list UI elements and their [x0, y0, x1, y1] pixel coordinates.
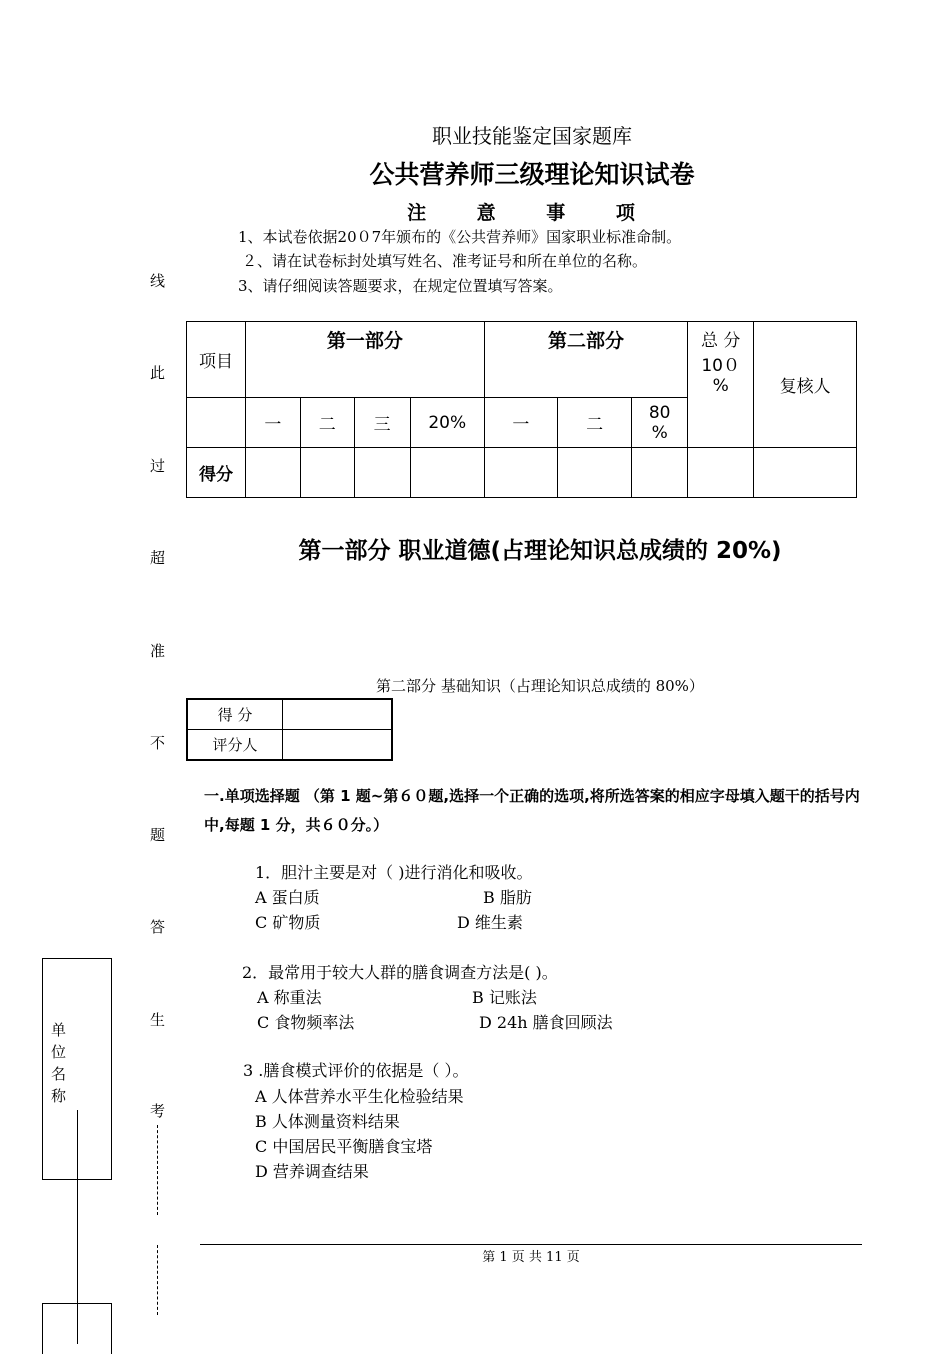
question-1-option-a[interactable]: A 蛋白质	[255, 888, 320, 907]
question-3-option-a[interactable]: A 人体营养水平生化检验结果	[255, 1087, 464, 1106]
question-1-stem: 1．胆汁主要是对（ )进行消化和吸收。	[255, 863, 533, 882]
note-3: 3、请仔细阅读答题要求，在规定位置填写答案。	[238, 277, 563, 295]
item-blank-cell	[187, 398, 246, 448]
side-char-8: 答	[150, 918, 166, 936]
side-char-10: 考	[150, 1102, 166, 1120]
question-1-option-d[interactable]: D 维生素	[457, 913, 523, 932]
score-cell[interactable]	[484, 448, 557, 498]
notice-heading: 注 意 事 项	[407, 202, 657, 224]
question-2-option-b[interactable]: B 记账法	[472, 988, 537, 1007]
section-heading: 一.单项选择题 （第 1 题~第６０题,选择一个正确的选项,将所选答案的相应字母填入题干的括号内中,每题 1 分，共６０分。）	[204, 787, 860, 834]
grader-name-cell[interactable]	[283, 730, 393, 761]
side-char-4: 超	[150, 549, 166, 567]
part2-col-1: 一	[484, 398, 557, 448]
part2-col-2: 二	[558, 398, 632, 448]
score-cell[interactable]	[410, 448, 484, 498]
note-2: ２、请在试卷标封处填写姓名、准考证号和所在单位的名称。	[242, 252, 648, 270]
exam-title: 公共营养师三级理论知识试卷	[369, 160, 695, 189]
footer-rule	[200, 1244, 862, 1245]
part2-title: 第二部分 基础知识（占理论知识总成绩的 80%）	[376, 677, 704, 695]
side-char-1: 线	[150, 272, 166, 290]
question-3-option-c[interactable]: C 中国居民平衡膳食宝塔	[255, 1137, 433, 1156]
side-char-6: 不	[150, 734, 166, 752]
side-char-2: 此	[150, 364, 166, 382]
grader-table	[186, 698, 393, 761]
question-2-option-a[interactable]: A 称重法	[257, 988, 322, 1007]
score-cell[interactable]	[245, 448, 300, 498]
side-char-5: 准	[150, 642, 166, 660]
score-row-label: 得分	[187, 448, 246, 498]
part2-col-3: 80 %	[632, 398, 688, 448]
side-char-9: 生	[150, 1011, 166, 1029]
grader-score-cell[interactable]	[283, 699, 393, 730]
part1-col-1: 一	[245, 398, 300, 448]
part2-header: 第二部分	[484, 322, 687, 398]
score-cell[interactable]	[632, 448, 688, 498]
grader-name-label: 评分人	[187, 730, 283, 761]
binding-dash-line	[157, 1125, 158, 1215]
part1-title: 第一部分 职业道德(占理论知识总成绩的 20%)	[298, 538, 782, 564]
question-2-option-c[interactable]: C 食物频率法	[257, 1013, 355, 1032]
part1-header: 第一部分	[245, 322, 484, 398]
grader-score-label: 得 分	[187, 699, 283, 730]
part1-col-2: 二	[300, 398, 354, 448]
score-cell[interactable]	[300, 448, 354, 498]
question-1-option-b[interactable]: B 脂肪	[483, 888, 532, 907]
question-1-option-c[interactable]: C 矿物质	[255, 913, 321, 932]
score-cell[interactable]	[688, 448, 754, 498]
question-2-option-d[interactable]: D 24h 膳食回顾法	[479, 1013, 613, 1032]
part1-col-4: 20%	[410, 398, 484, 448]
score-cell[interactable]	[558, 448, 632, 498]
side-char-7: 题	[150, 826, 166, 844]
reviewer-header: 复核人	[754, 322, 857, 448]
question-3-option-b[interactable]: B 人体测量资料结果	[255, 1112, 400, 1131]
side-char-3: 过	[150, 457, 166, 475]
score-item-header: 项目	[187, 322, 246, 398]
page-footer: 第 1 页 共 11 页	[482, 1250, 580, 1265]
total-header: 总 分 10０ %	[688, 322, 754, 448]
header-line1: 职业技能鉴定国家题库	[432, 124, 632, 148]
binding-dash-line-2	[157, 1245, 158, 1315]
part1-col-3: 三	[354, 398, 410, 448]
question-2-stem: 2．最常用于较大人群的膳食调查方法是( )。	[242, 963, 558, 982]
score-cell[interactable]	[754, 448, 857, 498]
question-3-stem: 3 .膳食模式评价的依据是（ ）。	[243, 1061, 469, 1080]
score-cell[interactable]	[354, 448, 410, 498]
score-table	[186, 321, 857, 498]
side-box-lower	[42, 1303, 112, 1354]
question-3-option-d[interactable]: D 营养调查结果	[255, 1162, 369, 1181]
note-1: 1、本试卷依据20０7年颁布的《公共营养师》国家职业标准命制。	[238, 228, 682, 246]
unit-name-label: 单 位 名 称	[51, 1021, 67, 1105]
